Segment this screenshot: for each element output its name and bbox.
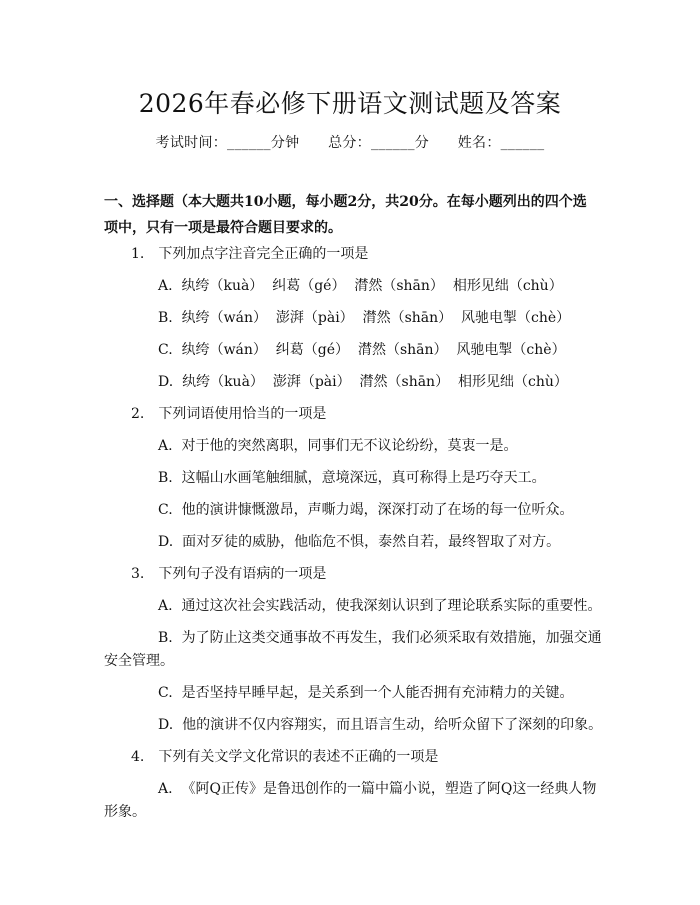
section-heading: 一、选择题（本大题共10小题，每小题2分，共20分。在每小题列出的四个选项中，只有一项是最符合题目要求的。 [104,194,587,236]
option-c: C. 是否坚持早睡早起，是关系到一个人能否拥有充沛精力的关键。 [158,685,574,701]
name-label: 姓名： [457,135,501,151]
option-a: A. 对于他的突然离职，同事们无不议论纷纷，莫衷一是。 [158,438,518,454]
option-a-continued: 形象。 [104,804,146,820]
question-stem: 4. 下列有关文学文化常识的表述不正确的一项是 [131,749,439,765]
option-a: A. 通过这次社会实践活动，使我深刻认识到了理论联系实际的重要性。 [158,598,602,614]
question-stem: 2. 下列词语使用恰当的一项是 [131,406,327,422]
option-a: A. 纨绔（kuà） 纠葛（gé） 潸然（shān） 相形见绌（chù） [158,278,563,294]
question-stem: 3. 下列句子没有语病的一项是 [131,566,327,582]
option-d: D. 纨绔（kuà） 澎湃（pài） 潸然（shān） 相形见绌（chù） [158,374,568,390]
page-title: 2026年春必修下册语文测试题及答案 [138,89,562,118]
option-b-continued: 安全管理。 [104,653,174,669]
exam-meta-line [0,132,700,152]
time-unit: 分钟 [270,135,300,151]
option-a: A. 《阿Q正传》是鲁迅创作的一篇中篇小说，塑造了阿Q这一经典人物 [158,781,597,797]
question-stem: 1. 下列加点字注音完全正确的一项是 [131,246,369,262]
time-blank: ______ [227,135,271,151]
option-b: B. 为了防止这类交通事故不再发生，我们必须采取有效措施，加强交通 [158,630,602,646]
name-blank: ______ [500,135,545,151]
score-blank: ______ [370,135,415,151]
option-c: C. 他的演讲慷慨激昂，声嘶力竭，深深打动了在场的每一位听众。 [158,502,574,518]
time-label: 考试时间： [155,135,228,151]
option-b: B. 纨绔（wán） 澎湃（pài） 潸然（shān） 风驰电掣（chè） [158,310,571,326]
score-label: 总分： [328,135,371,151]
option-b: B. 这幅山水画笔触细腻，意境深远，真可称得上是巧夺天工。 [158,470,546,486]
option-c: C. 纨绔（wán） 纠葛（gé） 潸然（shān） 风驰电掣（chè） [158,342,566,358]
score-unit: 分 [414,135,430,151]
option-d: D. 面对歹徒的威胁，他临危不惧，泰然自若，最终智取了对方。 [158,534,561,550]
option-d: D. 他的演讲不仅内容翔实，而且语言生动，给听众留下了深刻的印象。 [158,717,603,733]
